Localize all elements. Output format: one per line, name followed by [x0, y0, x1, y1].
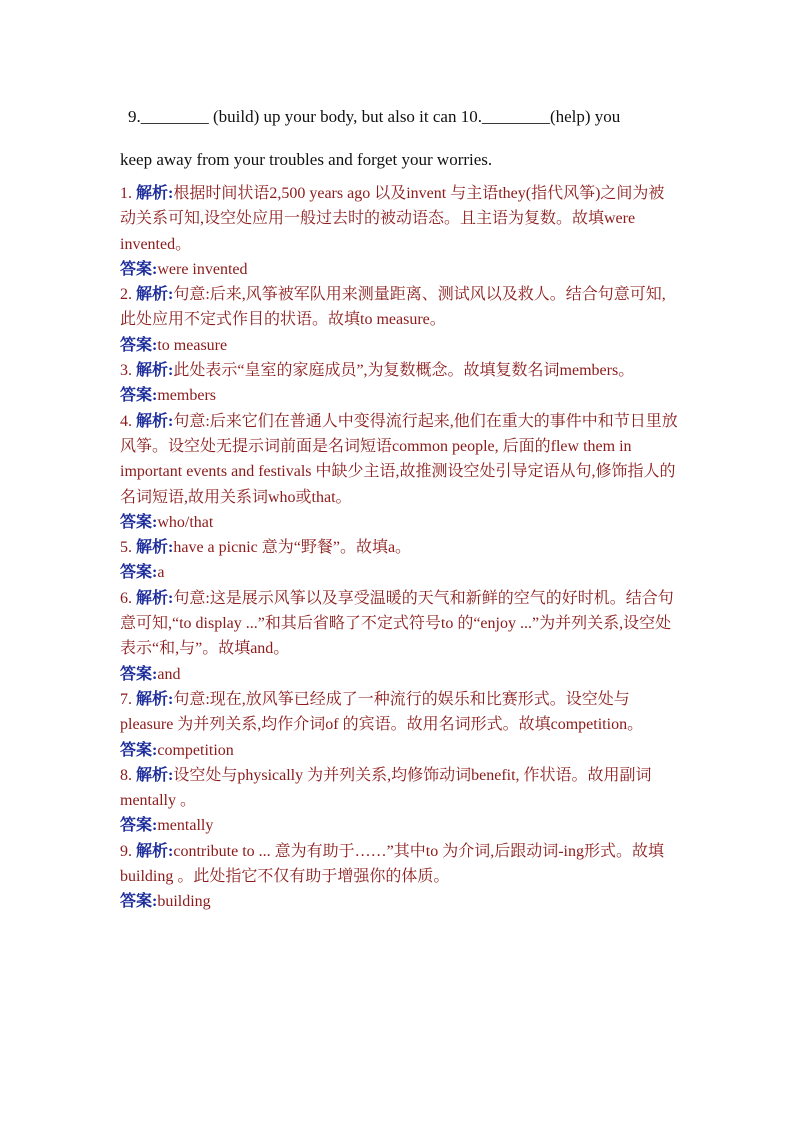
explanation-text: 句意:现在,放风筝已经成了一种流行的娱乐和比赛形式。设空处与pleasure 为并列关系,均作介词of 的宾语。故用名词形式。故填competition。 — [120, 690, 644, 734]
analysis-tag: 解析: — [136, 412, 174, 430]
answer-value: and — [157, 665, 181, 683]
explanation-text: have a picnic 意为“野餐”。故填a。 — [173, 539, 412, 557]
answer-label: 答案: — [120, 665, 158, 683]
answer-value: to measure — [157, 336, 228, 354]
analysis-tag: 解析: — [136, 362, 174, 380]
answer-value: building — [157, 893, 211, 911]
explanation-3 — [120, 358, 680, 383]
explanation-2 — [120, 282, 680, 333]
answer-key — [120, 181, 680, 915]
answer-2 — [120, 333, 680, 358]
explanation-text: 句意:后来,风筝被军队用来测量距离、测试风以及救人。结合句意可知,此处应用不定式作目的状语。故填to measure。 — [120, 286, 666, 329]
analysis-tag: 解析: — [136, 286, 174, 304]
analysis-tag: 解析: — [136, 185, 174, 202]
explanation-1 — [120, 181, 680, 257]
answer-1 — [120, 257, 680, 282]
passage-line-2: keep away from your troubles and forget your worries. — [120, 150, 493, 169]
explanation-text: 句意:后来它们在普通人中变得流行起来,他们在重大的事件中和节日里放风筝。设空处无提示词前面是名词短语common people, 后面的flew them in important events and festivals 中缺少主语,故推测设空处引导定语从句,修饰指人的名词短语,故用关系词who或that。 — [120, 412, 678, 506]
answer-9 — [120, 889, 680, 914]
passage-line-1: 9.________ (build) up your body, but also it can 10.________(help) you — [128, 107, 621, 126]
answer-label: 答案: — [120, 513, 158, 531]
explanation-9 — [120, 839, 680, 890]
answer-3 — [120, 383, 680, 408]
item-number: 6. — [120, 589, 132, 607]
answer-value: who/that — [157, 513, 214, 531]
explanation-4 — [120, 409, 680, 510]
answer-8 — [120, 813, 680, 838]
answer-label: 答案: — [120, 817, 158, 835]
explanation-text: contribute to ... 意为有助于……”其中to 为介词,后跟动词-ing形式。故填building 。此处指它不仅有助于增强你的体质。 — [120, 842, 664, 886]
item-number: 1. — [120, 185, 132, 202]
answer-label: 答案: — [120, 741, 158, 759]
answer-7 — [120, 738, 680, 763]
explanation-6 — [120, 586, 680, 662]
answer-4 — [120, 510, 680, 535]
item-number: 7. — [120, 690, 132, 708]
answer-value: members — [157, 387, 216, 405]
item-number: 5. — [120, 539, 132, 557]
explanation-text: 设空处与physically 为并列关系,均修饰动词benefit, 作状语。故用副词mentally 。 — [120, 766, 652, 810]
answer-6 — [120, 662, 680, 687]
analysis-tag: 解析: — [136, 539, 174, 557]
item-number: 4. — [120, 412, 132, 430]
answer-label: 答案: — [120, 387, 158, 405]
answer-value: mentally — [157, 817, 214, 835]
answer-value: competition — [157, 741, 234, 759]
analysis-tag: 解析: — [136, 589, 174, 607]
answer-label: 答案: — [120, 893, 158, 911]
answer-value: a — [157, 564, 165, 582]
explanation-5 — [120, 535, 680, 560]
item-number: 2. — [120, 286, 132, 304]
answer-5 — [120, 560, 680, 585]
analysis-tag: 解析: — [136, 690, 174, 708]
explanation-8 — [120, 763, 680, 814]
explanation-text: 句意:这是展示风筝以及享受温暖的天气和新鲜的空气的好时机。结合句意可知,“to display ...”和其后省略了不定式符号to 的“enjoy ...”为并列关系,设空处表示“和,与”。故填and。 — [120, 589, 674, 658]
explanation-text: 根据时间状语2,500 years ago 以及invent 与主语they(指代风筝)之间为被动关系可知,设空处应用一般过去时的被动语态。且主语为复数。故填were invented。 — [120, 185, 665, 253]
item-number: 8. — [120, 766, 132, 784]
answer-label: 答案: — [120, 564, 158, 582]
explanation-text: 此处表示“皇室的家庭成员”,为复数概念。故填复数名词members。 — [173, 362, 635, 380]
analysis-tag: 解析: — [136, 842, 174, 860]
explanation-7 — [120, 687, 680, 738]
item-number: 9. — [120, 842, 132, 860]
analysis-tag: 解析: — [136, 766, 174, 784]
answer-label: 答案: — [120, 260, 158, 278]
item-number: 3. — [120, 362, 132, 380]
answer-value: were invented — [157, 260, 248, 278]
answer-label: 答案: — [120, 336, 158, 354]
